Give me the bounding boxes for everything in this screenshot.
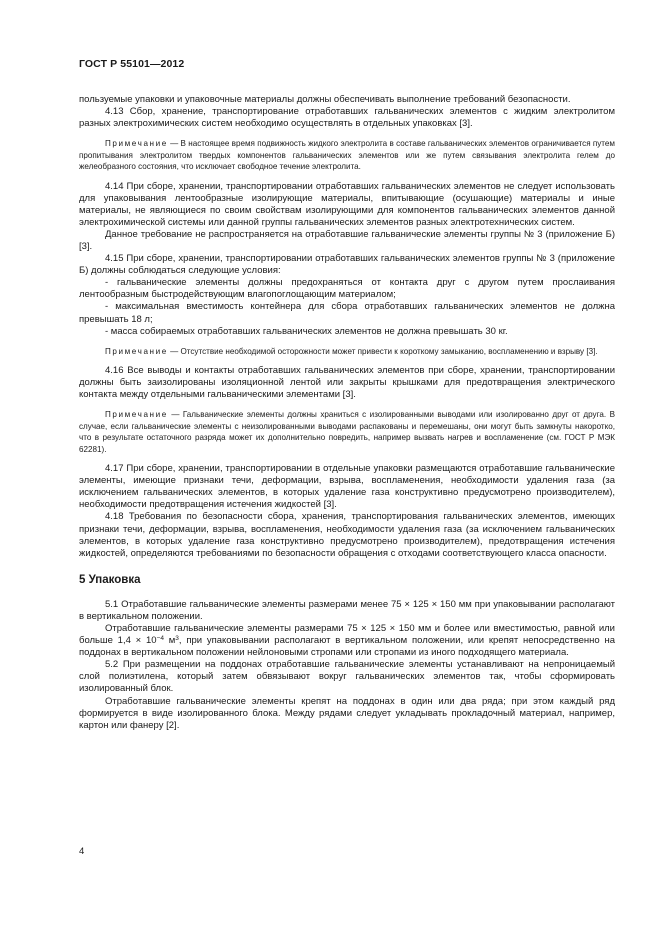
list-item: - гальванические элементы должны предохраняться от контакта друг с другом путем прослаивания лентообразным быстродействующим влагопоглощающим материалом; <box>79 277 615 301</box>
exponent: 3 <box>175 635 179 643</box>
exponent: −4 <box>156 635 164 643</box>
note-1 <box>79 138 615 172</box>
note-2-text: — Отсутствие необходимой осторожности может привести к короткому замыканию, воспламенению и взрыву [3]. <box>167 346 598 356</box>
note-1-text: — В настоящее время подвижность жидкого электролита в составе гальванических элементов ограничивается путем пропитывания электролитом твердых компонентов гальванических элементов или же путем связывания электролита гелем до желеобразного состояния, что исключает свободное течение электролита. <box>79 139 615 172</box>
paragraph-continuation: пользуемые упаковки и упаковочные материалы должны обеспечивать выполнение требований безопасности. <box>79 94 571 105</box>
section-heading: 5 Упаковка <box>79 573 141 586</box>
paragraph-4-17: 4.17 При сборе, хранении, транспортировании в отдельные упаковки размещаются отработавшие гальванические элементы, имеющие признаки течи, деформации, взрыва, воспламенения, необходимости удаления газа (за исключением гальванических элементов, в которых удаление газа конструктивно предусмотрено производителем), необходимости предотвращения истечения жидкостей [3]. <box>79 463 615 511</box>
paragraph-5-1-continued <box>79 623 615 659</box>
paragraph-4-13: 4.13 Сбор, хранение, транспортирование отработавших гальванических элементов с жидким электролитом разных электрохимических систем необходимо осуществлять в отдельных упаковках [3]. <box>79 106 615 130</box>
note-2 <box>79 346 615 357</box>
paragraph-text: , при упаковывании располагают в вертикальном положении, или крепят непосредственно на поддонах в вертикальном положении нейлоновыми стропами или стропами из иного подходящего материала. <box>79 635 616 659</box>
paragraph-4-14: 4.14 При сборе, хранении, транспортировании отработавших гальванических элементов не следует использовать для упаковывания лентообразные изолирующие материалы, впитывающие (осушающие) материалы и иные материалы, не являющиеся по своим свойствам изолирующими для компонентов гальванических элементов данной электрохимической системы или данной группы гальванических элементов разных электротехнических систем. <box>79 180 615 228</box>
document-header: ГОСТ Р 55101—2012 <box>79 58 185 70</box>
paragraph-text: Отработавшие гальванические элементы размерами 75 × 125 × 150 мм и более или вместимостью, равной или больше 1,4 × 10 <box>79 622 615 647</box>
list-item: - масса собираемых отработавших гальванических элементов не должна превышать 30 кг. <box>105 325 508 337</box>
note-3-label: Примечание <box>105 410 168 420</box>
paragraph-5-1: 5.1 Отработавшие гальванические элементы размерами менее 75 × 125 × 150 мм при упаковывании располагают в вертикальном положении. <box>79 598 615 622</box>
list-item: - максимальная вместимость контейнера для сбора отработавших гальванических элементов не должна превышать 18 л; <box>79 301 615 325</box>
paragraph-5-2-continued: Отработавшие гальванические элементы крепят на поддонах в один или два ряда; при этом каждый ряд формируется в виде изолированного блока. Между рядами следует укладывать прокладочный материал, например, картон или фанеру [2]. <box>79 695 615 731</box>
paragraph-4-15: 4.15 При сборе, хранении, транспортировании отработавших гальванических элементов группы № 3 (приложение Б) должны соблюдаться следующие условия: <box>79 253 615 277</box>
document-body <box>79 94 615 732</box>
paragraph-4-14-exception: Данное требование не распространяется на отработавшие гальванические элементы группы № 3 (приложение Б) [3]. <box>79 228 615 252</box>
paragraph-4-16: 4.16 Все выводы и контакты отработавших гальванических элементов при сборе, хранении, транспортировании должны быть заизолированы изоляционной лентой или закрыты крышками для предотвращения электрического контакта между отдельными гальваническими элементами [3]. <box>79 365 615 401</box>
note-3 <box>79 409 615 455</box>
paragraph-5-2: 5.2 При размещении на поддонах отработавшие гальванические элементы устанавливают на непроницаемый слой полиэтилена, который затем обвязывают вокруг гальванических элементов так, чтобы сформировать изолированный блок. <box>79 659 615 695</box>
note-3-text: — Гальванические элементы должны храниться с изолированными выводами или изолированно друг от друга. В случае, если гальванические элементы с неизолированными выводами распакованы и перемешаны, они могут быть замкнуты накоротко, что в результате остаточного разряда может их дополнительно повредить, например вызвать нагрев и воспламенение (см. ГОСТ Р МЭК 62281). <box>79 410 615 454</box>
note-1-label: Примечание <box>105 139 168 149</box>
paragraph-4-18: 4.18 Требования по безопасности сбора, хранения, транспортирования гальванических элементов, имеющих признаки течи, деформации, взрыва, воспламенения, необходимости удаления газа (за исключением гальванических элементов, в которых удаление газа конструктивно предусмотрено производителем), предотвращения истечения жидкостей, определяются требованиями по безопасности обращения с отходами соответствующего класса опасности. <box>79 511 615 559</box>
page-number: 4 <box>79 846 85 857</box>
paragraph-text: м <box>163 635 176 647</box>
note-2-label: Примечание <box>105 346 168 356</box>
